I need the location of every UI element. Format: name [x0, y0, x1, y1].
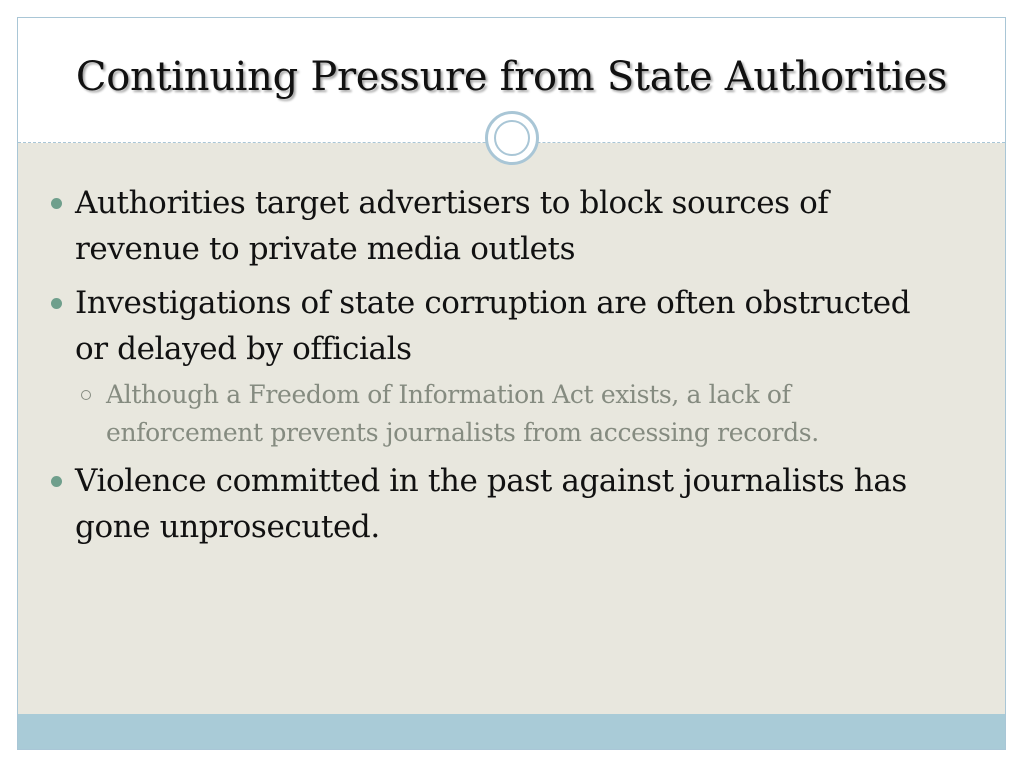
hollow-circle-icon [81, 390, 91, 400]
bullet-text: Authorities target advertisers to block sources of revenue to private media outlets [75, 185, 829, 267]
sub-bullet-text: Although a Freedom of Information Act exists, a lack of enforcement prevents journalists from accessing records. [106, 380, 819, 447]
bullet-item [48, 180, 948, 272]
bullet-icon [51, 198, 62, 209]
sub-bullet-item [48, 376, 948, 452]
bullet-list [48, 180, 948, 558]
double-ring-divider-icon [485, 111, 539, 165]
slide [17, 17, 1006, 750]
bullet-text: Investigations of state corruption are often obstructed or delayed by officials [75, 285, 911, 367]
bullet-item [48, 458, 948, 550]
footer-bar [18, 714, 1005, 749]
slide-title: Continuing Pressure from State Authorities [75, 54, 948, 100]
bullet-icon [51, 298, 62, 309]
bullet-item [48, 280, 948, 372]
bullet-text: Violence committed in the past against journalists has gone unprosecuted. [75, 463, 907, 545]
bullet-icon [51, 476, 62, 487]
